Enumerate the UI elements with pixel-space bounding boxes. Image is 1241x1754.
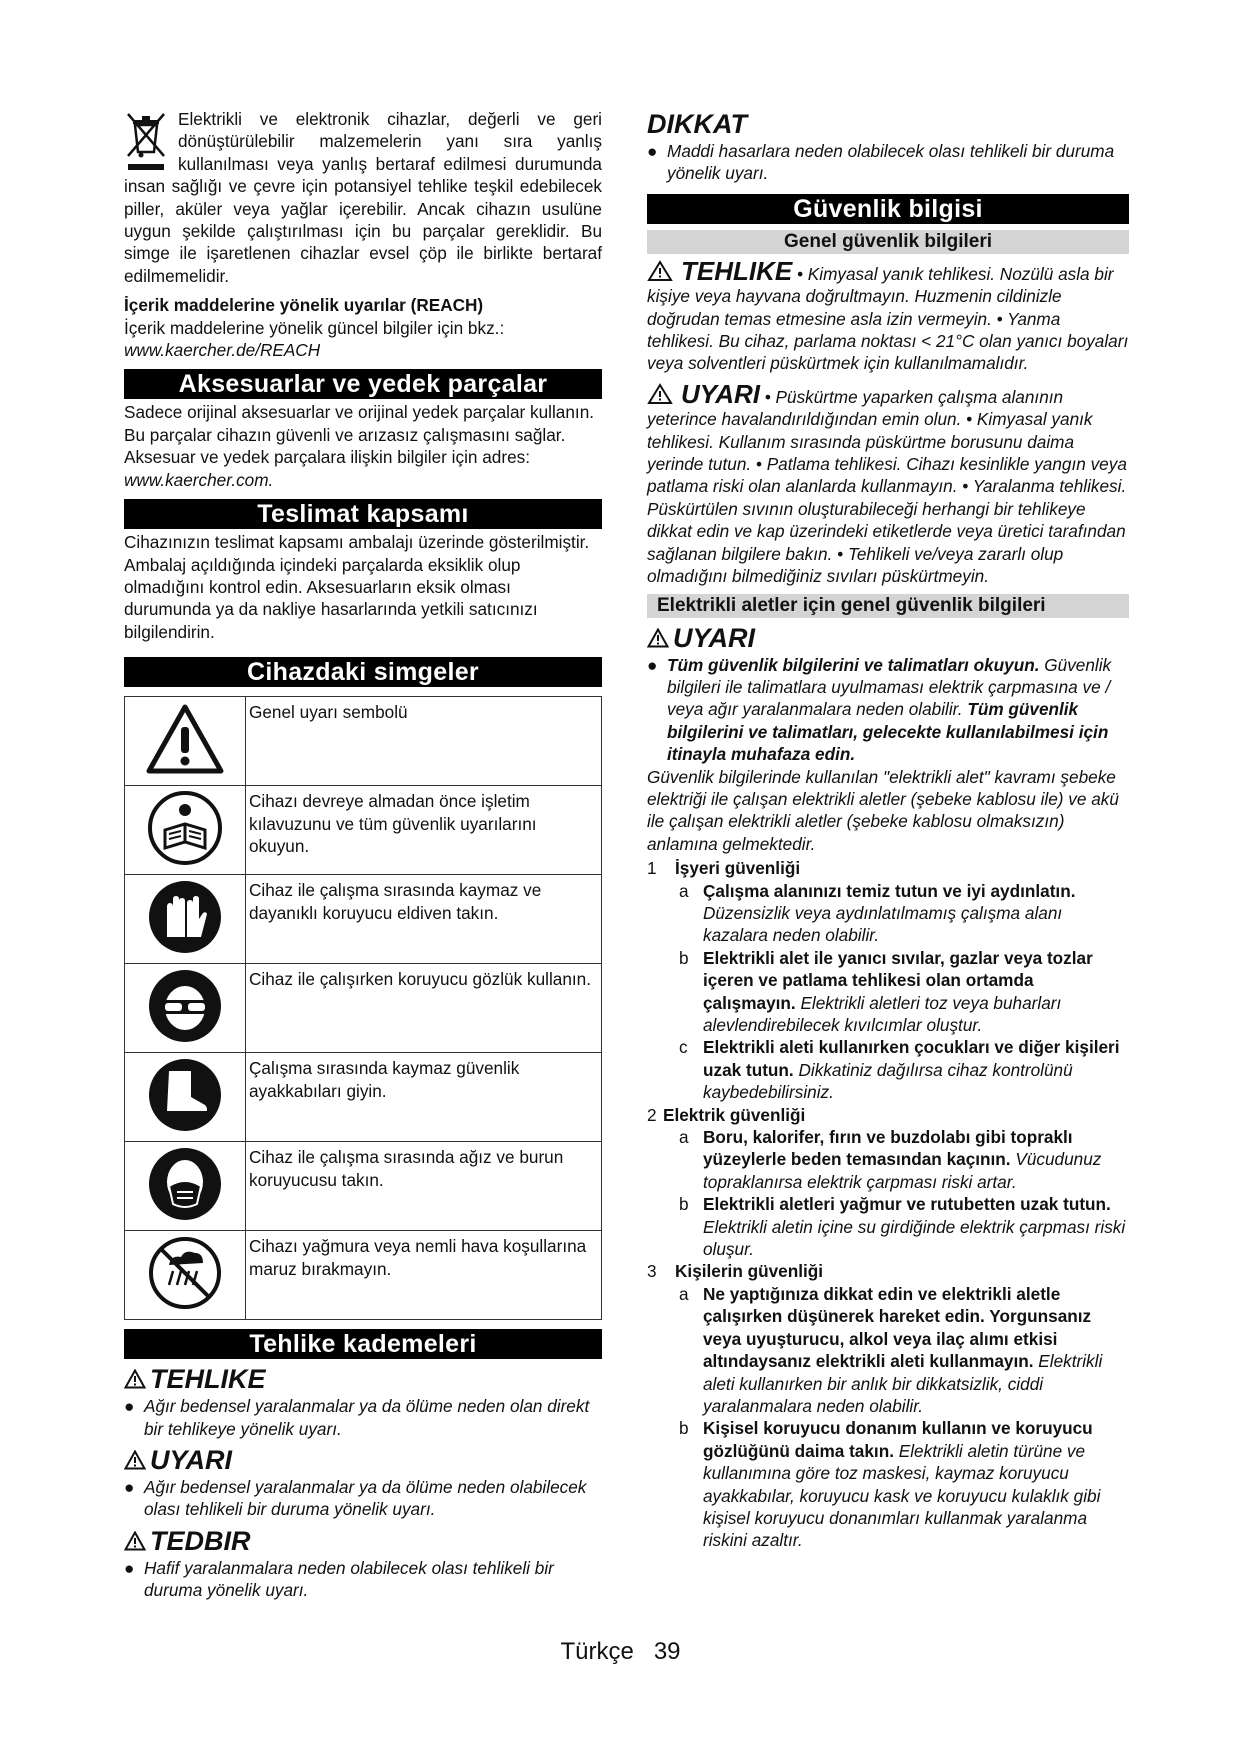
- symbol-row: [125, 1231, 602, 1320]
- danger-paragraph: [647, 255, 1129, 375]
- warning-triangle-icon: [124, 1450, 146, 1470]
- symbol-row: [125, 786, 602, 875]
- power-bullet-bold-2: Tüm güvenlik bilgilerini ve talimatları, gelecekte kullanılabilmesi için itinayla muhafaza edin.: [667, 699, 1109, 765]
- section-item: b Kişisel koruyucu donanım kullanın ve koruyucu gözlüğünü daima takın. Elektrikli aletin türüne ve kullanımına göre toz maskesi, kaymaz koruyucu ayakkabılar, koruyucu kask ve koruyucu kulaklık gibi kişisel koruyucu donanımları kullanmak yaralanma riskini azaltır.: [679, 1418, 1101, 1551]
- symbol-text: Cihaz ile çalışma sırasında kaymaz ve dayanıklı koruyucu eldiven takın.: [246, 875, 602, 964]
- section-item: c Elektrikli aleti kullanırken çocukları ve diğer kişileri uzak tutun. Dikkatiniz dağılırsa cihaz kontrolünü kaybedebilirsiniz.: [679, 1037, 1120, 1103]
- reach-text: İçerik maddelerine yönelik güncel bilgiler için bkz.:: [124, 317, 505, 338]
- power-bullet-bold: Tüm güvenlik bilgilerini ve talimatları okuyun.: [667, 654, 1040, 675]
- danger-word-inline: TEHLIKE: [681, 255, 793, 286]
- no-rain-icon: [147, 1235, 223, 1311]
- warning-word-inline: UYARI: [681, 378, 760, 409]
- warning-paragraph: [647, 378, 1129, 588]
- general-safety-subheading: Genel güvenlik bilgileri: [647, 230, 1129, 254]
- warning-paragraph-text: • Püskürtme yaparken çalışma alanının yeterince havalandırıldığından emin olun. • Kimyasal yanık tehlikesi. Kullanım sırasında püskürtme borusunu daima yerinde tutun. • Patlama tehlikesi. Cihazı kesinlikle yangın veya patlama riski olan alanlarda kullanmayın. • Yaralanma tehlikesi. Püskürtülen sıvının oluşturabileceği herhangi bir tehlikeye dikkat edin ve kap üzerindeki etiketlerde veya üretici tarafından sağlanan bilgilere bakın. • Tehlikeli ve/veya zararlı olup olmadığını bilmediğiniz sıvıları püskürtmeyin.: [647, 386, 1127, 587]
- weee-text: Elektrikli ve elektronik cihazlar, değerli ve geri dönüştürülebilir malzemelerin yanı sıra yanlış kullanılması veya yanlış bertaraf edilmesi durumunda insan sağlığı ve çevre için potansiyel tehlike teşkil edebilecek piller, aküler veya yağlar içerebilir. Ancak cihazın usulüne uygun şekilde çalıştırılması için bu parçalar gereklidir. Bu simge ile işaretlenen cihazlar evsel çöp ile birlikte bertaraf edilmemelidir.: [124, 109, 602, 286]
- weee-block: [124, 108, 602, 287]
- power-tools-subheading: Elektrikli aletler için genel güvenlik bilgileri: [647, 594, 1129, 618]
- danger-word: TEHLIKE: [150, 1364, 266, 1395]
- safety-heading: Güvenlik bilgisi: [647, 194, 1129, 224]
- caution-bullet: ● Hafif yaralanmalara neden olabilecek olası tehlikeli bir duruma yönelik uyarı.: [124, 1557, 602, 1602]
- footer-language: Türkçe: [560, 1638, 634, 1665]
- section-item: a Boru, kalorifer, fırın ve buzdolabı gibi topraklı yüzeylerle beden temasından kaçının. Vücudunuz topraklanırsa elektrik çarpması riski artar.: [679, 1127, 1102, 1192]
- warning-triangle-icon: [124, 1369, 146, 1389]
- symbol-text: Cihazı devreye almadan önce işletim kılavuzunu ve tüm güvenlik uyarılarını okuyun.: [246, 786, 602, 875]
- hazard-levels-heading: Tehlike kademeleri: [124, 1329, 602, 1359]
- warning-word: UYARI: [150, 1444, 233, 1475]
- reach-title: İçerik maddelerine yönelik uyarılar (REACH): [124, 295, 484, 316]
- gloves-icon: [147, 879, 223, 955]
- symbol-text: Cihaz ile çalışırken koruyucu gözlük kullanın.: [246, 964, 602, 1053]
- notice-signal: [647, 108, 1129, 140]
- accessories-url[interactable]: www.kaercher.com.: [124, 469, 274, 490]
- danger-text: Ağır bedensel yaralanmalar ya da ölüme neden olan direkt bir tehlikeye yönelik uyarı.: [144, 1396, 590, 1439]
- symbols-table: [124, 696, 602, 1320]
- accessories-address-label: Aksesuar ve yedek parçalara ilişkin bilgiler için adres:: [124, 447, 530, 468]
- right-column: [647, 108, 1129, 1552]
- power-tool-definition: Güvenlik bilgilerinde kullanılan "elektrikli alet" kavramı şebeke elektriği ile çalışan elektrikli aletler (şebeke kablosu ile) ve akü ile çalışan elektrikli aletler (şebeke kablosu olmaksızın) anlamına gelmektedir.: [647, 766, 1119, 854]
- notice-text: Maddi hasarlara neden olabilecek olası tehlikeli bir duruma yönelik uyarı.: [667, 141, 1115, 184]
- danger-bullet: ● Ağır bedensel yaralanmalar ya da ölüme neden olan direkt bir tehlikeye yönelik uyarı.: [124, 1395, 602, 1440]
- warning-triangle-icon: [647, 628, 669, 648]
- power-bullet: ● Tüm güvenlik bilgilerini ve talimatları okuyun. Güvenlik bilgileri ile talimatlara uyulmaması elektrik çarpmasına ve / veya ağır yaralanmalara neden olabilir. Tüm güvenlik bilgilerini ve talimatları, gelecekte kullanılabilmesi için itinayla muhafaza edin.: [647, 654, 1112, 765]
- symbol-text: Cihazı yağmura veya nemli hava koşullarına maruz bırakmayın.: [246, 1231, 602, 1320]
- left-column: [124, 108, 602, 1602]
- symbol-text: Cihaz ile çalışma sırasında ağız ve burun koruyucusu takın.: [246, 1142, 602, 1231]
- section-item: a Ne yaptığınıza dikkat edin ve elektrikli aletle çalışırken düşünerek hareket edin. Yorgunsanız veya uyuşturucu, alkol veya ilaç alımı etkisi altındaysanız elektrikli aleti kullanmayın. Elektrikli aleti kullanırken bir anlık bir dikkatsizlik, ciddi yaralanmalara neden olabilir.: [679, 1283, 1103, 1416]
- respirator-icon: [147, 1146, 223, 1222]
- general-warning-icon: [145, 703, 225, 775]
- power-warning-signal: [647, 622, 1129, 654]
- danger-paragraph-text: • Kimyasal yanık tehlikesi. Nozülü asla bir kişiye veya hayvana doğrultmayın. Huzmenin cildinizle doğrudan temas etmesine asla izin vermeyin. • Yanma tehlikesi. Bu cihaz, parlama noktası < 21°C olan yanıcı boyaları veya solventleri püskürtmek için kullanılmamalıdır.: [647, 263, 1129, 374]
- page-footer: [0, 1638, 1241, 1666]
- crossed-bin-icon: [124, 110, 170, 172]
- warning-triangle-icon: [647, 260, 673, 282]
- section-item: a Çalışma alanınızı temiz tutun ve iyi aydınlatın. Düzensizlik veya aydınlatılmamış çalışma alanı kazalara neden olabilir.: [679, 880, 1076, 946]
- notice-word: DIKKAT: [647, 109, 747, 139]
- caution-text: Hafif yaralanmalara neden olabilecek olası tehlikeli bir duruma yönelik uyarı.: [144, 1557, 554, 1601]
- warning-text: Ağır bedensel yaralanmalar ya da ölüme neden olabilecek olası tehlikeli bir duruma yönelik uyarı.: [144, 1476, 587, 1520]
- caution-word: TEDBIR: [150, 1525, 251, 1556]
- caution-signal: [124, 1525, 602, 1557]
- warning-bullet: ● Ağır bedensel yaralanmalar ya da ölüme neden olabilecek olası tehlikeli bir duruma yönelik uyarı.: [124, 1476, 602, 1521]
- power-warning-word: UYARI: [673, 622, 756, 653]
- symbols-heading: Cihazdaki simgeler: [124, 657, 602, 687]
- read-manual-icon: [147, 790, 223, 866]
- delivery-heading: Teslimat kapsamı: [124, 499, 602, 529]
- goggles-icon: [147, 968, 223, 1044]
- section-item: b Elektrikli alet ile yanıcı sıvılar, gazlar veya tozlar içeren ve patlama tehlikesi olan ortamda çalışmayın. Elektrikli aletleri toz veya buharları alevlendirebilecek kıvılcımlar oluştur.: [679, 947, 1093, 1035]
- symbol-text: Çalışma sırasında kaymaz güvenlik ayakkabıları giyin.: [246, 1053, 602, 1142]
- symbol-row: [125, 964, 602, 1053]
- reach-url[interactable]: www.kaercher.de/REACH: [124, 340, 321, 361]
- section-heading: 3 Kişilerin güvenliği: [647, 1261, 824, 1282]
- section-heading: 1 İşyeri güvenliği: [647, 858, 801, 879]
- warning-triangle-icon: [647, 383, 673, 405]
- accessories-heading: Aksesuarlar ve yedek parçalar: [124, 369, 602, 399]
- page-number: 39: [653, 1638, 681, 1665]
- delivery-text: Cihazınızın teslimat kapsamı ambalajı üzerinde gösterilmiştir. Ambalaj açıldığında içindeki parçalarda eksiklik olup olmadığını kontrol edin. Aksesuarların eksik olması durumunda ya da nakliye hasarlarında yetkili satıcınızı bilgilendirin.: [124, 532, 590, 642]
- section-item: b Elektrikli aletleri yağmur ve rutubetten uzak tutun. Elektrikli aletin içine su girdiğinde elektrik çarpması riski oluşur.: [679, 1194, 1126, 1260]
- safety-boots-icon: [147, 1057, 223, 1133]
- symbol-row: [125, 1053, 602, 1142]
- accessories-text: Sadece orijinal aksesuarlar ve orijinal yedek parçalar kullanın. Bu parçalar cihazın güvenli ve arızasız çalışmasını sağlar.: [124, 402, 595, 445]
- symbol-row: [125, 875, 602, 964]
- danger-signal: [124, 1363, 602, 1395]
- symbol-row: [125, 1142, 602, 1231]
- symbol-text: Genel uyarı sembolü: [246, 697, 602, 786]
- section-heading: 2 Elektrik güvenliği: [647, 1104, 806, 1125]
- warning-triangle-icon: [124, 1531, 146, 1551]
- notice-bullet: ● Maddi hasarlara neden olabilecek olası tehlikeli bir duruma yönelik uyarı.: [647, 140, 1129, 185]
- warning-signal: [124, 1444, 602, 1476]
- symbol-row: [125, 697, 602, 786]
- power-bullet-text: Güvenlik bilgileri ile talimatlara uyulmaması elektrik çarpmasına ve / veya ağır yaralanmalara neden olabilir.: [667, 654, 1112, 720]
